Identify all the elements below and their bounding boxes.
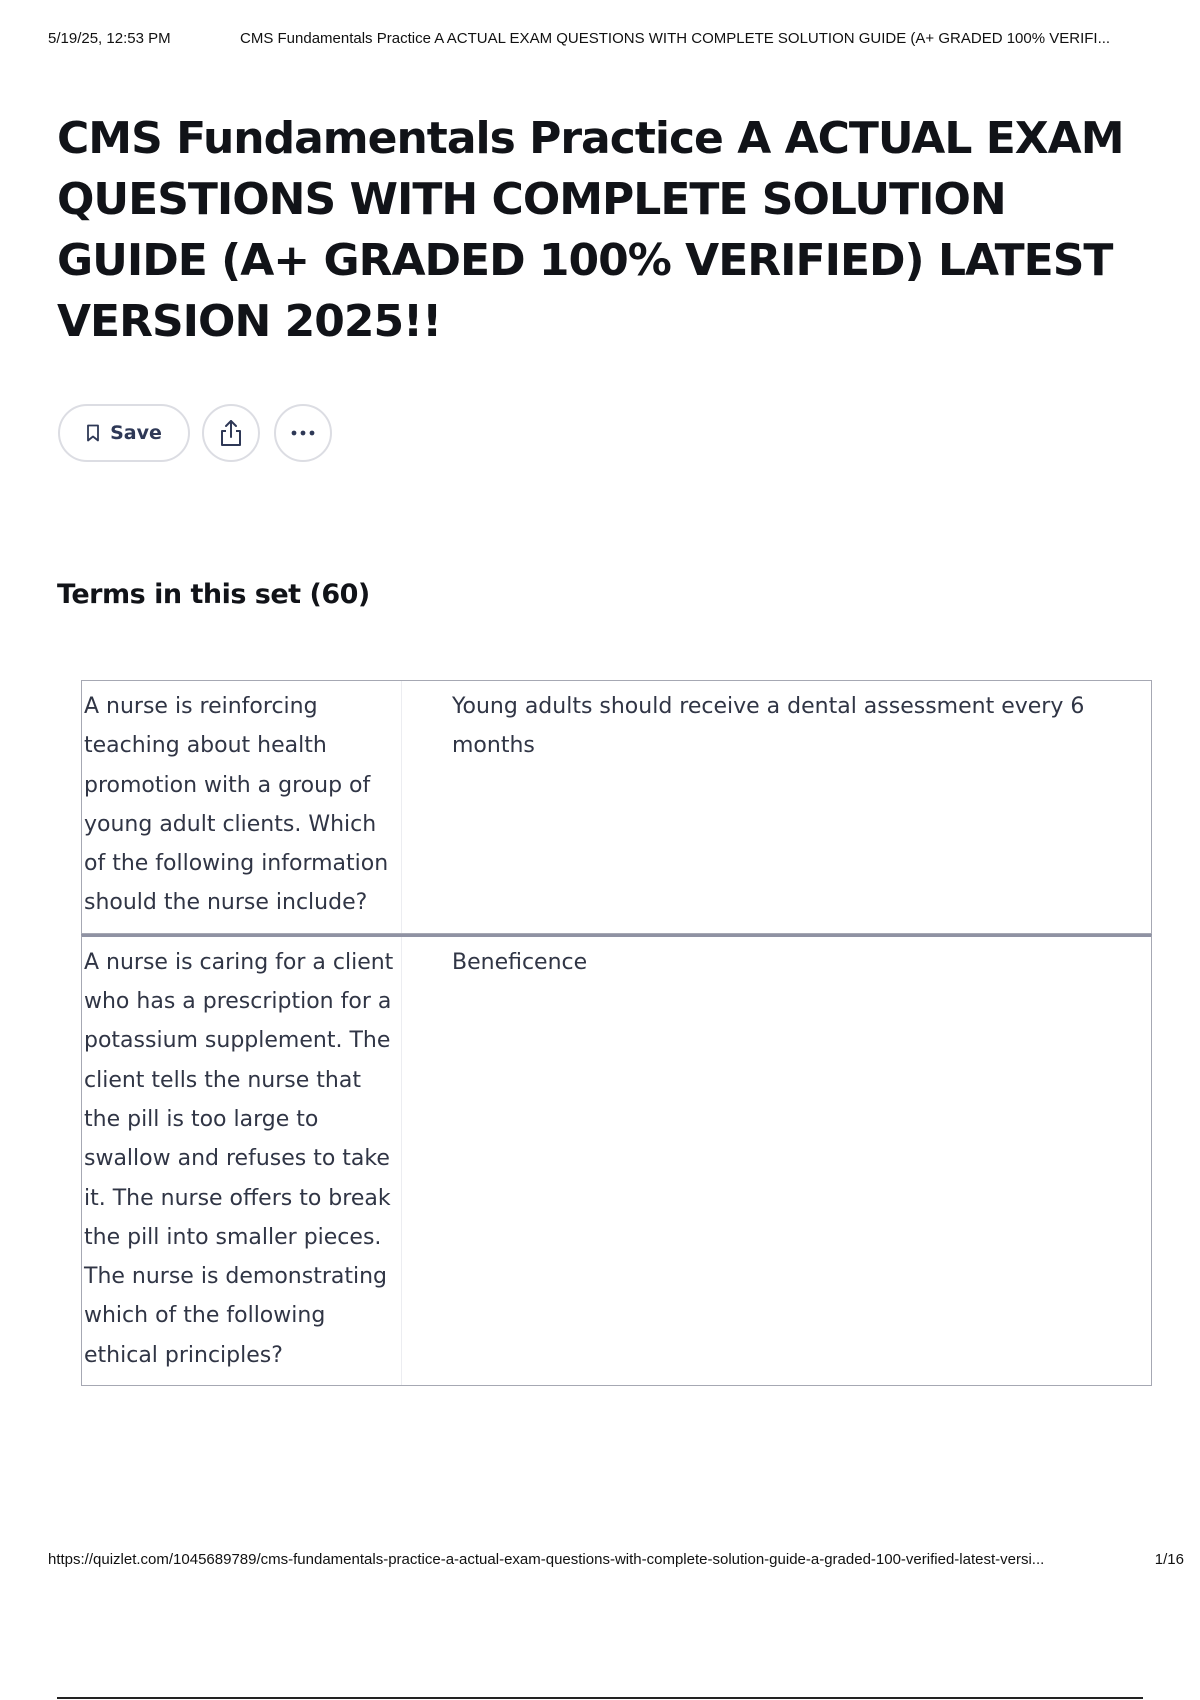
share-icon xyxy=(218,418,244,448)
terms-list xyxy=(81,680,1152,1386)
bookmark-icon xyxy=(86,424,100,442)
share-button[interactable] xyxy=(202,404,260,462)
more-options-icon xyxy=(289,429,317,437)
definition-text: Young adults should receive a dental assessment every 6 months xyxy=(452,694,1085,759)
save-button[interactable] xyxy=(58,404,190,462)
print-document-title: CMS Fundamentals Practice A ACTUAL EXAM QUESTIONS WITH COMPLETE SOLUTION GUIDE (A+ GRADED 100% VERIFI... xyxy=(240,30,1111,47)
divider xyxy=(57,1697,1143,1699)
save-button-label: Save xyxy=(110,422,162,444)
term-text: A nurse is caring for a client who has a prescription for a potassium supplement. The client tells the nurse that the pill is too large to swallow and refuses to take it. The nurse offers to break the pill into smaller pieces. The nurse is demonstrating which of the following ethical principles? xyxy=(82,937,402,1385)
page-url: https://quizlet.com/1045689789/cms-fundamentals-practice-a-actual-exam-questions-with-complete-solution-guide-a-graded-100-verified-latest-versi... xyxy=(48,1551,1045,1568)
more-options-button[interactable] xyxy=(274,404,332,462)
page-number: 1/16 xyxy=(1154,1551,1184,1568)
terms-heading: Terms in this set (60) xyxy=(57,579,370,610)
term-card xyxy=(81,680,1152,934)
page-title: CMS Fundamentals Practice A ACTUAL EXAM QUESTIONS WITH COMPLETE SOLUTION GUIDE (A+ GRADED 100% VERIFIED) LATEST VERSION 2025!! xyxy=(57,113,1124,347)
definition-text: Beneficence xyxy=(452,949,588,975)
print-date: 5/19/25, 12:53 PM xyxy=(48,30,171,47)
term-text: A nurse is reinforcing teaching about health promotion with a group of young adult clients. Which of the following information should the nurse include? xyxy=(82,681,402,933)
term-card xyxy=(81,934,1152,1386)
